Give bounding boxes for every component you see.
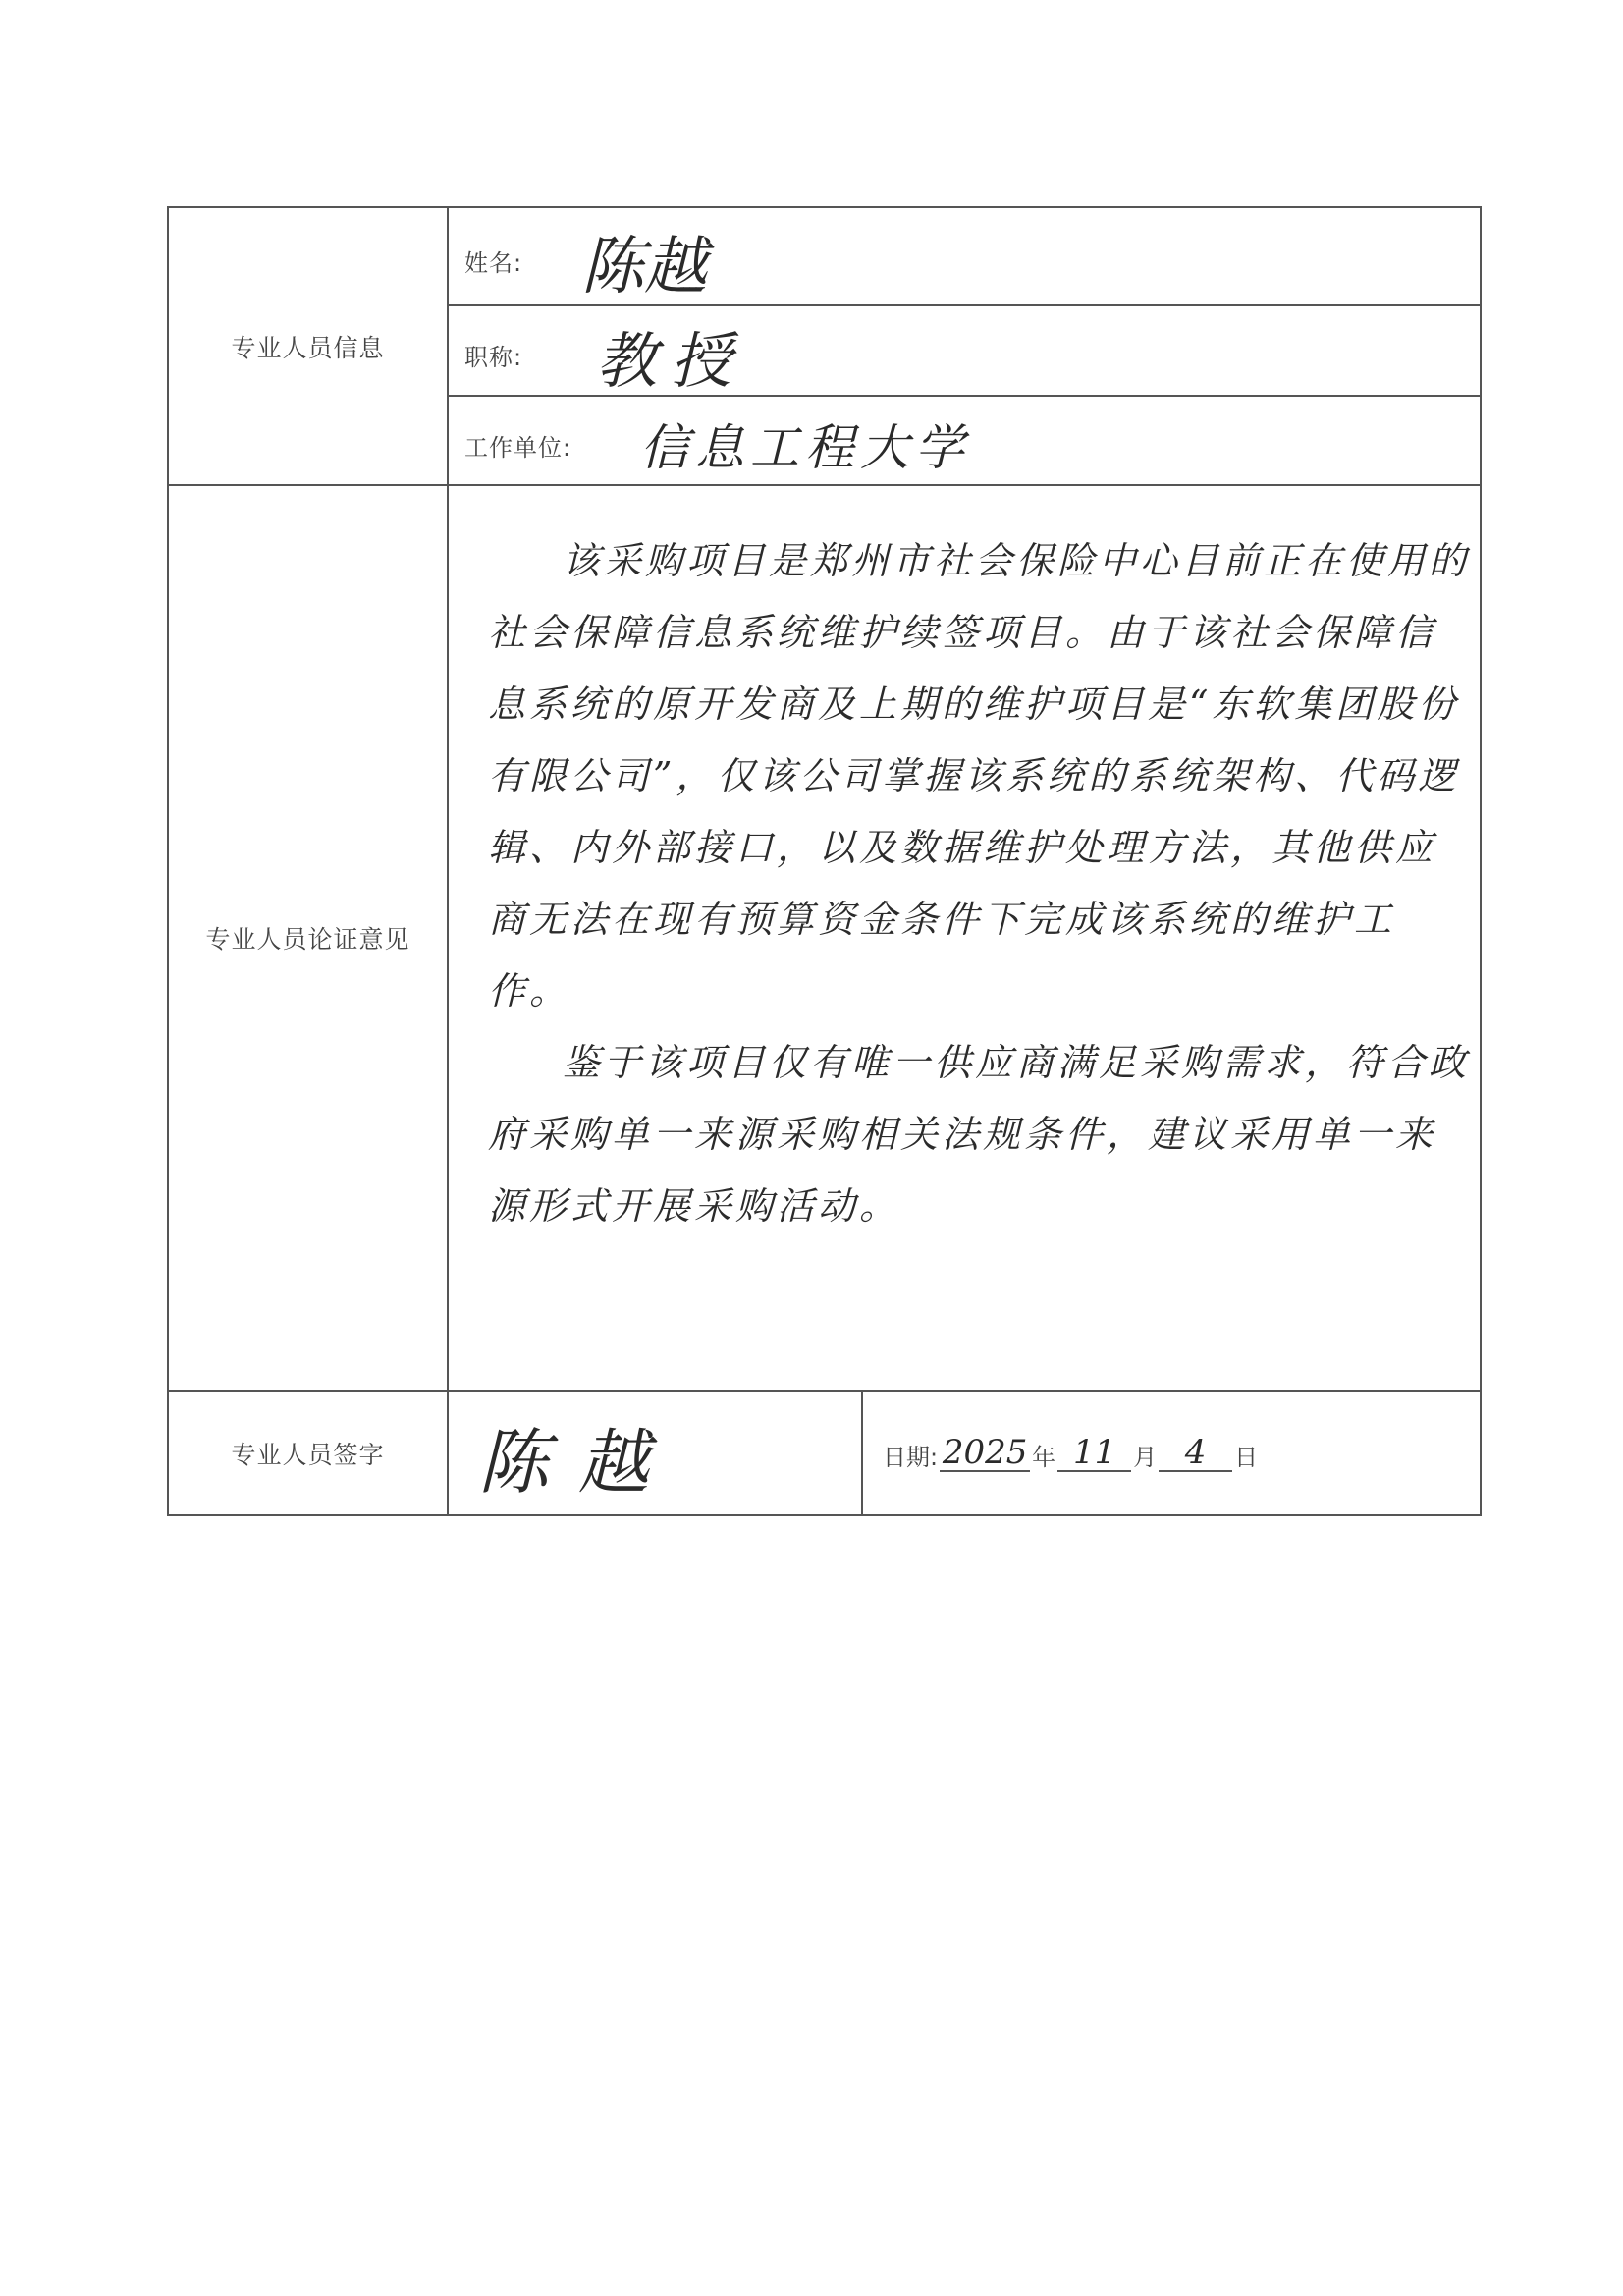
date-year-unit: 年 xyxy=(1032,1443,1056,1471)
date-label: 日期: xyxy=(883,1443,939,1471)
date-row xyxy=(883,1432,1259,1472)
unit-value: 信息工程大学 xyxy=(640,419,970,476)
date-year: 2025 xyxy=(940,1435,1030,1472)
date-month: 11 xyxy=(1057,1435,1131,1472)
date-day-unit: 日 xyxy=(1234,1443,1259,1471)
name-value: 陈越 xyxy=(581,231,707,303)
date-cell xyxy=(863,1392,1480,1514)
title-label: 职称: xyxy=(464,344,523,371)
opinion-content xyxy=(449,486,1480,1390)
info-section-label: 专业人员信息 xyxy=(231,333,385,362)
name-label: 姓名: xyxy=(464,249,523,277)
signature-cell xyxy=(449,1392,861,1514)
name-row xyxy=(449,208,1480,304)
signature-section-label: 专业人员签字 xyxy=(231,1440,385,1469)
expert-opinion-form xyxy=(167,206,1482,1516)
opinion-section-label: 专业人员论证意见 xyxy=(205,925,410,954)
title-value: 教授 xyxy=(596,325,746,397)
opinion-text xyxy=(488,525,1470,1242)
date-day: 4 xyxy=(1159,1435,1232,1472)
title-row xyxy=(449,306,1480,395)
opinion-paragraph-2: 鉴于该项目仅有唯一供应商满足采购需求，符合政府采购单一来源采购相关法规条件，建议采用单一来源形式开展采购活动。 xyxy=(488,1041,1471,1228)
opinion-paragraph-1: 该采购项目是郑州市社会保险中心目前正在使用的社会保障信息系统维护续签项目。由于该社会保障信息系统的原开发商及上期的维护项目是“东软集团股份有限公司”，仅该公司掌握该系统的系统架构、代码逻辑、内外部接口，以及数据维护处理方法，其他供应商无法在现有预算资金条件下完成该系统的维护工作。 xyxy=(488,539,1471,1012)
signature: 陈越 xyxy=(478,1421,679,1503)
unit-row xyxy=(449,397,1480,484)
unit-label: 工作单位: xyxy=(464,434,572,462)
date-month-unit: 月 xyxy=(1133,1443,1158,1471)
